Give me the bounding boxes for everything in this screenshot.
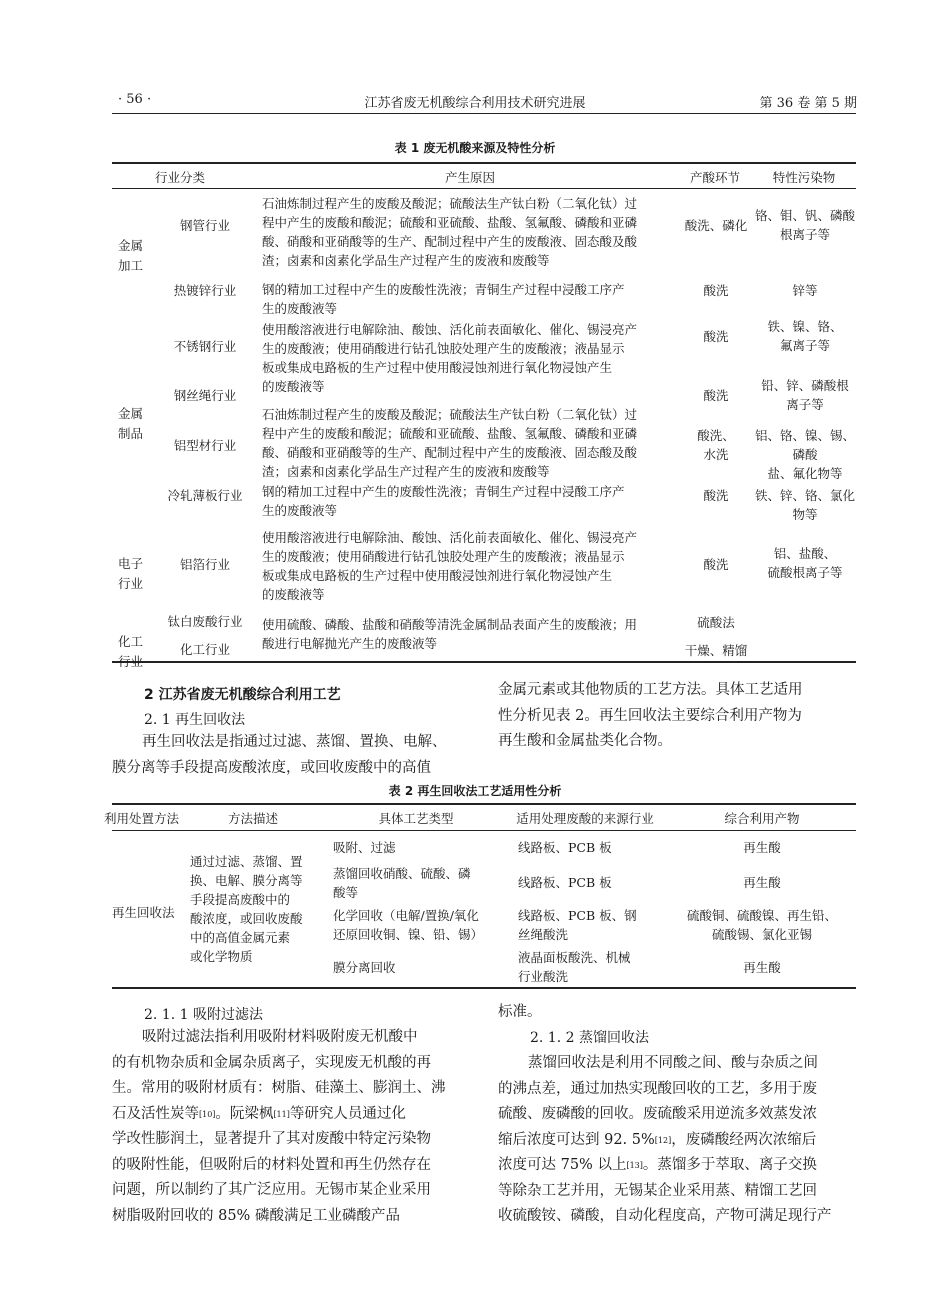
table2-source-cell <box>518 873 668 892</box>
table1-cause-cell <box>262 405 682 481</box>
table1-cause-cell-line: 生的废酸液等 <box>262 503 338 518</box>
text-line: 生。常用的吸附材质有：树脂、硅藻土、膨润土、沸 <box>112 1080 446 1096</box>
text-line: 标准。 <box>498 1004 542 1020</box>
table2-bottom-rule <box>112 987 856 989</box>
table1-pollutant-cell-line: 盐、氟化物等 <box>767 466 843 481</box>
table1-pollutant-cell-line: 锌等 <box>792 283 818 298</box>
table1-group-cell: 金属加工 <box>118 238 144 273</box>
table1-cause-cell-line: 程中产生的废酸和酸泥；硫酸和亚硫酸、盐酸、氢氟酸、磷酸和亚磷 <box>262 215 638 230</box>
section-2-1-left-text <box>112 730 474 781</box>
table1-stage-cell <box>680 426 752 464</box>
table1-group-cell: 金属制品 <box>118 406 144 441</box>
table1-cause-cell-line: 渣；卤素和卤素化学品生产过程产生的废液和废酸等 <box>262 464 550 479</box>
table2-source-cell <box>518 906 668 944</box>
text-line: 树脂吸附回收的 85% 磷酸满足工业磷酸产品 <box>112 1207 400 1224</box>
table1-top-rule <box>112 162 856 164</box>
table2-source-cell-line: 线路板、PCB 板 <box>518 875 612 890</box>
table1-group-cell: 电子行业 <box>118 556 144 591</box>
table1-stage-cell <box>680 641 752 660</box>
table1-stage-cell-line: 酸洗 <box>703 388 729 403</box>
table1-pollutant-cell <box>752 486 858 524</box>
text-line: 收硫酸铵、磷酸，自动化程度高，产物可满足现行产 <box>498 1208 832 1224</box>
text-segment: 等研究人员通过化 <box>289 1105 406 1122</box>
table2-source-cell <box>518 838 668 857</box>
table1-cause-cell-line: 的废酸液等 <box>262 379 325 394</box>
table2-type-cell-line: 酸等 <box>333 885 359 900</box>
citation-13[interactable]: [13] <box>626 1161 643 1170</box>
table1-stage-cell <box>680 486 752 505</box>
text-line: 性分析见表 2。再生回收法主要综合利用产物为 <box>498 707 802 724</box>
table1-stage-cell-line: 酸洗、磷化 <box>684 218 748 233</box>
table2-top-rule <box>112 803 856 805</box>
table2-description-line: 酸浓度，或回收废酸 <box>190 911 303 926</box>
table2-header-type: 具体工艺类型 <box>378 811 454 826</box>
table1-cause-cell-line: 石油炼制过程产生的废酸及酸泥；硫酸法生产钛白粉（二氧化钛）过 <box>262 407 638 422</box>
table1-stage-cell <box>680 281 752 300</box>
table1-header-rule <box>112 188 856 189</box>
text-line: 吸附过滤法指利用吸附材料吸附废无机酸中 <box>142 1029 418 1045</box>
table1-cause-cell-line: 程中产生的废酸和酸泥；硫酸和亚硫酸、盐酸、氢氟酸、磷酸和亚磷 <box>262 426 638 441</box>
table2-product-cell <box>668 958 856 977</box>
text-line <box>112 1102 474 1128</box>
table1-cause-cell <box>262 194 682 270</box>
table1-stage-cell-line: 酸洗 <box>703 329 729 344</box>
table1-stage-cell-line: 水洗 <box>703 447 729 462</box>
text-line: 的吸附性能，但吸附后的材料处置和再生仍然存在 <box>112 1156 431 1173</box>
table1-cause-cell-line: 酸进行电解抛光产生的废酸液等 <box>262 636 438 651</box>
table2-type-cell <box>333 864 505 902</box>
table2-type-cell-line: 化学回收（电解/置换/氧化 <box>333 908 479 923</box>
table1-pollutant-cell-line: 硫酸根离子等 <box>767 565 843 580</box>
table2-method-cell: 再生回收法 <box>112 905 175 920</box>
table1-stage-cell-line: 酸洗 <box>703 488 729 503</box>
table1-industry-cell: 钢丝绳行业 <box>173 388 237 403</box>
table1-pollutant-cell-line: 铁、锌、铬、氯化物等 <box>754 488 855 522</box>
table1-cause-cell-line: 钢的精加工过程中产生的废酸性洗液；青铜生产过程中浸酸工序产 <box>262 484 625 499</box>
table2-type-cell-line: 膜分离回收 <box>333 960 396 975</box>
table1-stage-cell-line: 硫酸法 <box>697 615 735 630</box>
table1-cause-cell-line: 生的废酸液；使用硝酸进行钻孔蚀胶处理产生的废酸液；液晶显示 <box>262 341 625 356</box>
table2-header-source: 适用处理废酸的来源行业 <box>516 811 654 826</box>
table1-cause-cell-line: 的废酸液等 <box>262 587 325 602</box>
page-number: · 56 · <box>118 92 152 107</box>
table1-stage-cell-line: 酸洗、 <box>697 428 735 443</box>
table2-type-cell-line: 还原回收铜、镍、铅、锡） <box>333 927 484 942</box>
table2-product-cell <box>668 873 856 892</box>
table1-cause-cell-line: 使用酸溶液进行电解除油、酸蚀、活化前表面敏化、催化、锡浸亮产 <box>262 530 638 545</box>
table2-description-line: 或化学物质 <box>190 949 253 964</box>
text-line <box>498 1153 856 1179</box>
table1-cause-cell-line: 渣；卤素和卤素化学品生产过程产生的废液和废酸等 <box>262 253 550 268</box>
citation-10[interactable]: [10] <box>199 1109 216 1119</box>
table1-pollutant-cell-line: 铁、镍、铬、 <box>767 319 843 334</box>
table1-cause-cell-line: 板或集成电路板的生产过程中使用酸浸蚀剂进行氧化物浸蚀产生 <box>262 568 613 583</box>
table1-cause-cell-line: 石油炼制过程产生的废酸及酸泥；硫酸法生产钛白粉（二氧化钛）过 <box>262 196 638 211</box>
table1-industry-cell: 铝箔行业 <box>179 557 230 572</box>
table2-header-method: 利用处置方法 <box>104 811 180 826</box>
table1-stage-cell <box>680 327 752 346</box>
table1-cause-cell-line: 酸、硝酸和亚硝酸等的生产、配制过程中产生的废酸液、固态酸及酸 <box>262 445 638 460</box>
table2-description-line: 通过过滤、蒸馏、置 <box>190 854 303 869</box>
table2-description-line: 换、电解、膜分离等 <box>190 873 303 888</box>
section-2-1-heading: 2. 1 再生回收法 <box>144 712 246 728</box>
table1-stage-cell-line: 酸洗 <box>703 557 729 572</box>
section-2-1-1-heading: 2. 1. 1 吸附过滤法 <box>144 1007 263 1023</box>
section-2-1-right-text <box>498 678 856 755</box>
table2-source-cell-line: 丝绳酸洗 <box>518 927 569 942</box>
table1-cause-cell <box>262 280 682 318</box>
table1-stage-cell <box>680 555 752 574</box>
table1-pollutant-cell <box>752 206 858 244</box>
table1-stage-cell-line: 干燥、精馏 <box>684 643 748 658</box>
table1-pollutant-cell-line: 铬、钼、钒、磷酸 <box>754 208 855 223</box>
text-line: 硫酸、废磷酸的回收。废硫酸采用逆流多效蒸发浓 <box>498 1106 817 1122</box>
table1-stage-cell <box>680 386 752 405</box>
table1-cause-cell-line: 酸、硝酸和亚硝酸等的生产、配制过程中产生的废酸液、固态酸及酸 <box>262 234 638 249</box>
text-line: 再生酸和金属盐类化合物。 <box>498 733 672 749</box>
table1-header-industry: 行业分类 <box>155 170 206 185</box>
table1-cause-cell-line: 使用酸溶液进行电解除油、酸蚀、活化前表面敏化、催化、锡浸亮产 <box>262 322 638 337</box>
table1-pollutant-cell <box>752 317 858 355</box>
table1-cause-cell-line: 生的废酸液等 <box>262 301 338 316</box>
table1-stage-cell <box>680 613 752 632</box>
header-rule <box>112 113 856 114</box>
table1-industry-cell: 不锈钢行业 <box>173 339 237 354</box>
table1-cause-cell <box>262 320 682 396</box>
table2-source-cell-line: 线路板、PCB 板、钢 <box>518 908 637 923</box>
table2-description-line: 手段提高废酸中的 <box>190 892 291 907</box>
text-segment: ，废磷酸经两次浓缩后 <box>671 1131 817 1148</box>
issue-info: 第 36 卷 第 5 期 <box>759 96 857 111</box>
table1-pollutant-cell-line: 氟离子等 <box>779 338 830 353</box>
table2-type-cell <box>333 838 505 857</box>
table2-header-rule <box>112 830 856 831</box>
table1-stage-cell <box>680 216 752 235</box>
text-segment: 石及活性炭等 <box>112 1105 199 1122</box>
table1-industry-cell: 铝型材行业 <box>173 438 237 453</box>
section-2-1-2-heading: 2. 1. 2 蒸馏回收法 <box>530 1029 649 1046</box>
text-line: 的有机物杂质和金属杂质离子，实现废无机酸的再 <box>112 1054 431 1071</box>
table1-header-stage: 产酸环节 <box>689 170 740 185</box>
table2-product-cell-line: 硫酸锡、氯化亚锡 <box>711 927 812 942</box>
text-segment: 。蒸馏多于萃取、离子交换 <box>642 1157 817 1173</box>
table2-type-cell-line: 吸附、过滤 <box>333 840 396 855</box>
table1-cause-cell <box>262 528 682 604</box>
table1-pollutant-cell-line: 离子等 <box>786 397 824 412</box>
table2-source-cell-line: 行业酸洗 <box>518 969 569 984</box>
table1-cause-cell-line: 使用硫酸、磷酸、盐酸和硝酸等清洗金属制品表面产生的废酸液；用 <box>262 617 638 632</box>
table1-pollutant-cell-line: 铅、锌、磷酸根 <box>761 378 849 393</box>
table2-type-cell <box>333 906 505 944</box>
table1-bottom-rule <box>112 661 856 663</box>
table2-type-cell <box>333 958 505 977</box>
table2-source-cell <box>518 948 668 986</box>
table2-header-product: 综合利用产物 <box>724 811 800 826</box>
table1-pollutant-cell-line: 根离子等 <box>779 227 830 242</box>
table1-pollutant-cell <box>752 426 858 483</box>
text-line: 的沸点差，通过加热实现酸回收的工艺，多用于废 <box>498 1080 817 1097</box>
text-segment: 浓度可达 75% 以上 <box>498 1157 627 1173</box>
table1-cause-cell-line: 板或集成电路板的生产过程中使用酸浸蚀剂进行氧化物浸蚀产生 <box>262 360 613 375</box>
text-segment: 缩后浓度可达到 92. 5% <box>498 1131 655 1148</box>
table1-industry-cell: 钢管行业 <box>179 218 230 233</box>
section-2-1-2-text <box>498 1000 856 1230</box>
table2-type-cell-line: 蒸馏回收硝酸、硫酸、磷 <box>333 866 471 881</box>
text-line: 等除杂工艺并用，无锡某企业采用蒸、精馏工艺回 <box>498 1182 817 1199</box>
table2-caption: 表 2 再生回收法工艺适用性分析 <box>388 784 562 798</box>
table2-product-cell-line: 硫酸铜、硫酸镍、再生铅、 <box>686 908 837 923</box>
table1-cause-cell <box>262 482 682 520</box>
table2-product-cell <box>668 838 856 857</box>
text-line: 膜分离等手段提高废酸浓度，或回收废酸中的高值 <box>112 759 431 776</box>
table1-pollutant-cell <box>752 376 858 414</box>
table1-pollutant-cell <box>752 281 858 300</box>
table1-industry-cell: 钛白废酸行业 <box>167 614 243 629</box>
text-line: 问题，所以制约了其广泛应用。无锡市某企业采用 <box>112 1182 431 1198</box>
table2-product-cell <box>668 906 856 944</box>
table2-product-cell-line: 再生酸 <box>743 960 781 975</box>
table1-industry-cell: 冷轧薄板行业 <box>167 488 243 503</box>
running-title: 江苏省废无机酸综合利用技术研究进展 <box>364 96 586 111</box>
text-line: 蒸馏回收法是利用不同酸之间、酸与杂质之间 <box>528 1055 818 1071</box>
table2-source-cell-line: 液晶面板酸洗、机械 <box>518 950 631 965</box>
table1-pollutant-cell-line: 铝、铬、镍、锡、磷酸 <box>754 428 855 462</box>
table1-cause-cell-line: 钢的精加工过程中产生的废酸性洗液；青铜生产过程中浸酸工序产 <box>262 282 625 297</box>
table2-description-cell <box>190 852 326 966</box>
table2-description-line: 中的高值金属元素 <box>190 930 291 945</box>
table1-industry-cell: 化工行业 <box>179 642 230 657</box>
citation-11[interactable]: [11] <box>273 1109 290 1119</box>
table2-header-description: 方法描述 <box>228 811 279 826</box>
text-line <box>498 1128 856 1154</box>
text-line: 金属元素或其他物质的工艺方法。具体工艺适用 <box>498 682 803 698</box>
table1-stage-cell-line: 酸洗 <box>703 283 729 298</box>
citation-12[interactable]: [12] <box>654 1135 672 1145</box>
table2-source-cell-line: 线路板、PCB 板 <box>518 840 612 855</box>
table1-pollutant-cell <box>752 544 858 582</box>
table1-group-cell: 化工行业 <box>118 634 144 669</box>
text-segment: 。阮梁枫 <box>215 1105 274 1122</box>
table2-product-cell-line: 再生酸 <box>743 875 781 890</box>
section-2-heading: 2 江苏省废无机酸综合利用工艺 <box>144 687 341 703</box>
table1-header-pollutant: 特性污染物 <box>772 170 836 185</box>
table1-cause-cell <box>262 615 682 653</box>
table2-product-cell-line: 再生酸 <box>743 840 781 855</box>
text-line: 学改性膨润土，显著提升了其对废酸中特定污染物 <box>112 1131 431 1147</box>
table1-caption: 表 1 废无机酸来源及特性分析 <box>394 141 556 155</box>
section-2-1-1-text <box>112 1025 474 1229</box>
text-line: 再生回收法是指通过过滤、蒸馏、置换、电解、 <box>142 734 447 750</box>
table1-cause-cell-line: 生的废酸液；使用硝酸进行钻孔蚀胶处理产生的废酸液；液晶显示 <box>262 549 625 564</box>
table1-industry-cell: 热镀锌行业 <box>173 283 237 298</box>
table1-header-cause: 产生原因 <box>444 170 495 185</box>
table1-pollutant-cell-line: 铝、盐酸、 <box>773 546 837 561</box>
